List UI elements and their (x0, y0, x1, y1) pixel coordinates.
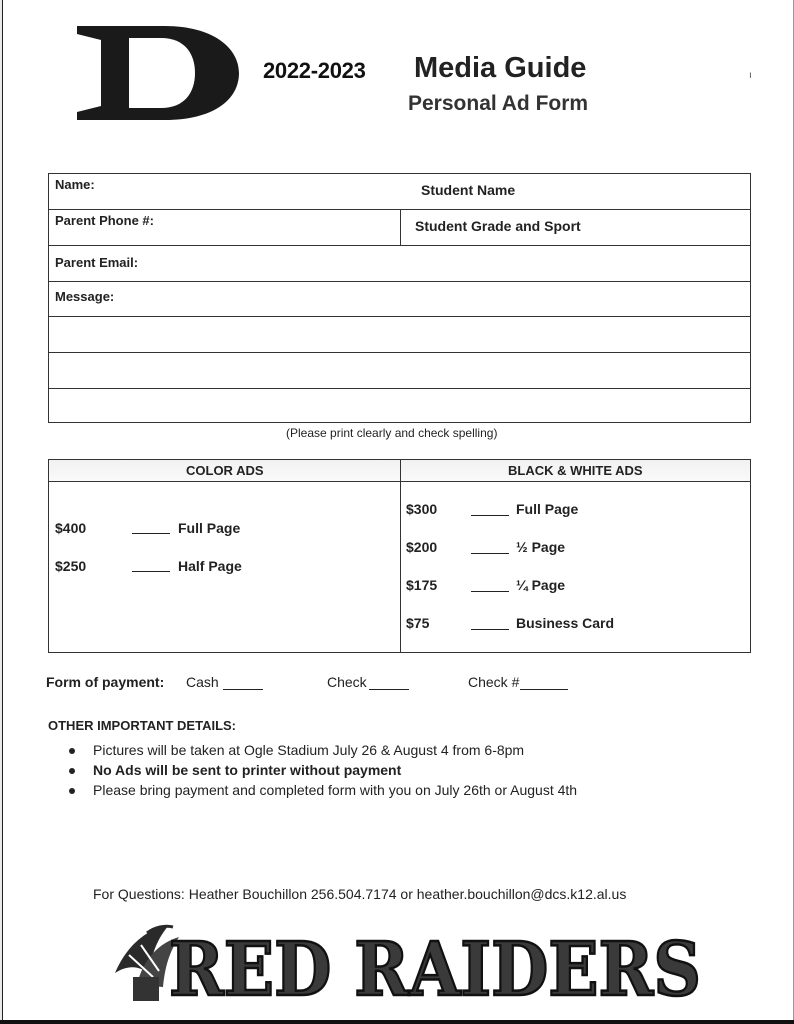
message-label: Message: (55, 289, 115, 304)
bullet-icon (69, 748, 75, 754)
payment-label: Form of payment: (46, 674, 165, 690)
message-line-3[interactable] (49, 389, 750, 423)
bw-price: $300 (406, 501, 438, 517)
info-grid (48, 173, 751, 423)
page-title: Media Guide (414, 52, 587, 84)
page-subtitle: Personal Ad Form (408, 92, 589, 115)
cash-blank[interactable] (223, 689, 263, 690)
list-item (69, 782, 577, 802)
message-line-1[interactable] (49, 317, 750, 353)
bw-card-blank[interactable] (471, 629, 509, 630)
ads-table (48, 459, 751, 653)
bullet-icon (69, 788, 75, 794)
color-size: Full Page (178, 520, 241, 536)
name-label: Name: (55, 177, 95, 192)
logo-letter: D (73, 20, 74, 21)
bw-size: ¼ Page (516, 577, 566, 593)
detail-text: No Ads will be sent to printer without payment (93, 762, 402, 778)
bw-full-blank[interactable] (471, 515, 509, 516)
list-item (69, 742, 577, 762)
school-year: 2022-2023 (263, 58, 366, 83)
bullet-icon (69, 768, 75, 774)
details-heading: OTHER IMPORTANT DETAILS: (48, 718, 237, 733)
phone-row[interactable] (49, 210, 750, 246)
bw-price: $75 (406, 615, 430, 631)
contact-info: For Questions: Heather Bouchillon 256.504.7174 or heather.bouchillon@dcs.k12.al.us (93, 886, 627, 902)
name-row[interactable] (49, 174, 750, 210)
details-list (69, 742, 577, 802)
list-item (69, 762, 577, 782)
bw-price: $200 (406, 539, 438, 555)
phone-row-divider (400, 210, 401, 245)
color-price: $250 (55, 558, 87, 574)
red-raiders-logo (107, 915, 707, 1005)
email-label: Parent Email: (55, 255, 139, 270)
bw-ads-header: BLACK & WHITE ADS (508, 463, 643, 478)
message-row[interactable] (49, 282, 750, 317)
bw-half-blank[interactable] (471, 553, 509, 554)
bw-price: $175 (406, 577, 438, 593)
detail-text: Pictures will be taken at Ogle Stadium July 26 & August 4 from 6-8pm (93, 742, 525, 758)
school-d-logo (73, 20, 241, 126)
spelling-note: (Please print clearly and check spelling) (286, 426, 498, 440)
scan-mark: ı (749, 70, 752, 81)
bw-size: ½ Page (516, 539, 566, 555)
grade-sport-value: Student Grade and Sport (415, 218, 581, 234)
message-line-2[interactable] (49, 353, 750, 389)
check-number-blank[interactable] (520, 689, 568, 690)
ads-column-divider (400, 460, 401, 652)
detail-text: Please bring payment and completed form with you on July 26th or August 4th (93, 782, 578, 798)
check-label: Check (327, 674, 367, 690)
color-size: Half Page (178, 558, 242, 574)
form-page (2, 0, 794, 1020)
color-ads-header: COLOR ADS (186, 463, 264, 478)
color-full-blank[interactable] (132, 533, 170, 534)
bottom-border (0, 1020, 794, 1024)
phone-label: Parent Phone #: (55, 213, 154, 228)
color-price: $400 (55, 520, 87, 536)
email-row[interactable] (49, 246, 750, 282)
check-blank[interactable] (369, 689, 409, 690)
raiders-wordmark: RED RAIDERS (169, 927, 701, 1005)
bw-size: Full Page (516, 501, 579, 517)
bw-size: Business Card (516, 615, 615, 631)
color-half-blank[interactable] (132, 571, 170, 572)
cash-label: Cash (186, 674, 219, 690)
student-name-value: Student Name (421, 182, 516, 198)
bw-quarter-blank[interactable] (471, 591, 509, 592)
check-number-label: Check # (468, 674, 520, 690)
